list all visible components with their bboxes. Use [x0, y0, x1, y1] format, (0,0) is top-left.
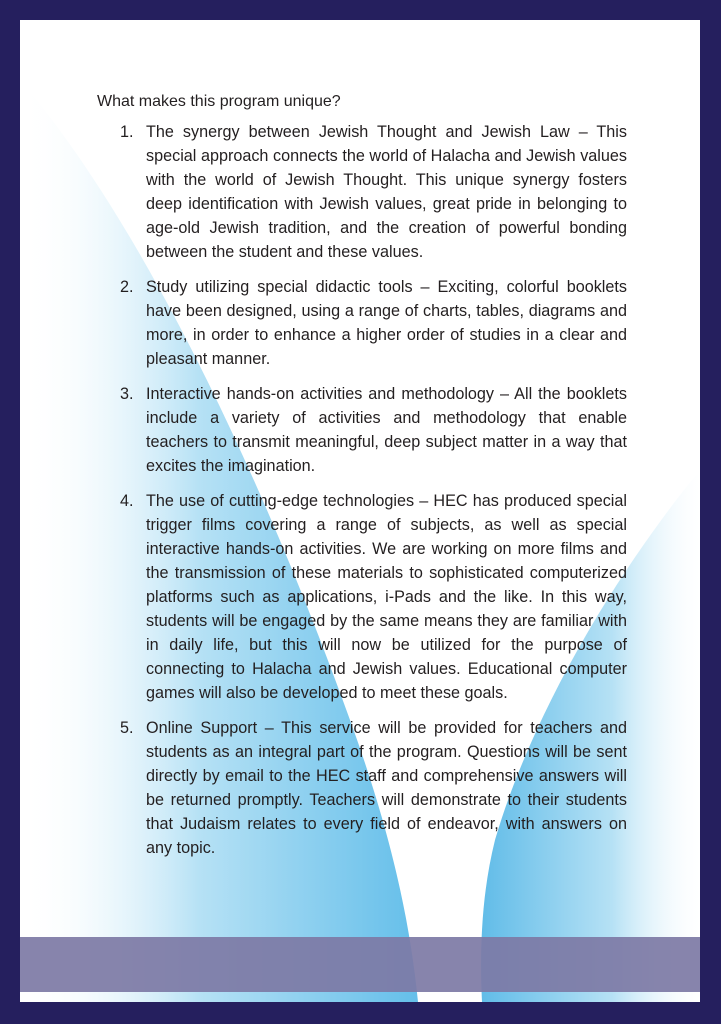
- feature-list: [97, 120, 627, 860]
- item-number: 3.: [120, 385, 134, 403]
- item-number: 4.: [120, 492, 134, 510]
- document-page: [20, 20, 700, 1002]
- item-text: The use of cutting-edge technologies – HEC has produced special trigger films covering a range of subjects, as well as special interactive hands-on activities. We are working on more films and the transmission of these materials to sophisticated computerized platforms such as applications, i-Pads and the like. In this way, students will be engaged by the same means they are familiar with in daily life, but this will now be utilized for the purpose of connecting to Halacha and Jewish values. Educational computer games will also be developed to meet these goals.: [146, 492, 627, 702]
- list-item: [97, 716, 627, 860]
- item-number: 5.: [120, 719, 134, 737]
- item-number: 2.: [120, 278, 134, 296]
- section-heading: What makes this program unique?: [97, 93, 341, 110]
- bottom-band: [20, 937, 700, 992]
- item-text: Study utilizing special didactic tools – Exciting, colorful booklets have been designed, using a range of charts, tables, diagrams and more, in order to enhance a higher order of studies in a clear and pleasant manner.: [146, 278, 627, 368]
- item-number: 1.: [120, 123, 134, 141]
- list-item: [97, 382, 627, 478]
- list-item: [97, 275, 627, 371]
- list-item: [97, 120, 627, 264]
- document-content: [97, 92, 627, 871]
- item-text: Interactive hands-on activities and methodology – All the booklets include a variety of activities and methodology that enable teachers to transmit meaningful, deep subject matter in a way that excites the imagination.: [146, 385, 627, 475]
- list-item: [97, 489, 627, 705]
- item-text: The synergy between Jewish Thought and Jewish Law – This special approach connects the world of Halacha and Jewish values with the world of Jewish Thought. This unique synergy fosters deep identification with Jewish values, great pride in belonging to age-old Jewish tradition, and the creation of powerful bonding between the student and these values.: [146, 123, 627, 261]
- item-text: Online Support – This service will be provided for teachers and students as an integral part of the program. Questions will be sent directly by email to the HEC staff and comprehensive answers will be returned promptly. Teachers will demonstrate to their students that Judaism relates to every field of endeavor, with answers on any topic.: [146, 719, 627, 857]
